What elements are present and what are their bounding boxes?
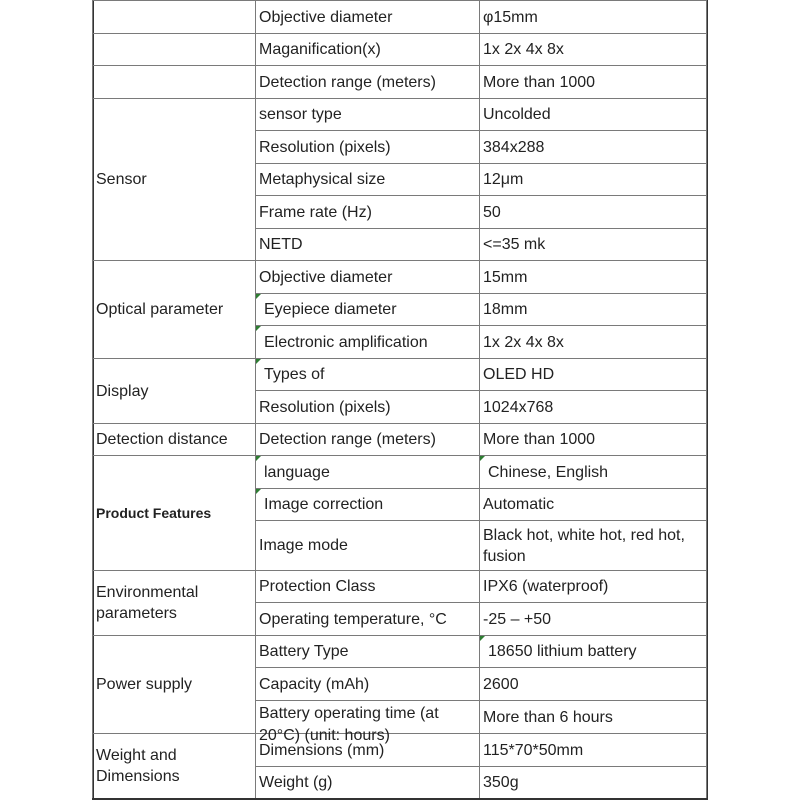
param-cell: Objective diameter [256, 261, 480, 294]
category-sensor: Sensor [93, 99, 256, 261]
value-cell: 1x 2x 4x 8x [480, 34, 707, 66]
param-cell [256, 701, 480, 744]
value-cell: 18650 lithium battery [480, 636, 707, 668]
value-cell: φ15mm [480, 1, 707, 34]
value-cell: 12μm [480, 164, 707, 196]
table-row [93, 456, 707, 489]
category-cell [93, 66, 256, 99]
param-cell: Maganification(x) [256, 34, 480, 66]
category-optical-parameter: Optical parameter [93, 261, 256, 359]
category-cell [93, 1, 256, 34]
category-power-supply: Power supply [93, 636, 256, 734]
param-cell: Frame rate (Hz) [256, 196, 480, 229]
param-cell: Battery Type [256, 636, 480, 668]
param-cell: Detection range (meters) [256, 424, 480, 456]
param-cell: Image correction [256, 489, 480, 521]
param-cell: Metaphysical size [256, 164, 480, 196]
param-cell: Dimensions (mm) [256, 734, 480, 767]
table-row [93, 424, 707, 456]
value-cell: <=35 mk [480, 229, 707, 261]
category-detection-distance: Detection distance [93, 424, 256, 456]
value-cell: 18mm [480, 294, 707, 326]
param-cell: Eyepiece diameter [256, 294, 480, 326]
table-row [93, 636, 707, 668]
category-cell [93, 34, 256, 66]
value-cell: 15mm [480, 261, 707, 294]
value-cell: 1024x768 [480, 391, 707, 424]
table-row [93, 34, 707, 66]
value-cell: Chinese, English [480, 456, 707, 489]
value-cell: 50 [480, 196, 707, 229]
table-row [93, 571, 707, 603]
param-cell: language [256, 456, 480, 489]
battery-time-text: Battery operating time (at 20°C) (unit: hours) [259, 705, 439, 744]
value-cell: 115*70*50mm [480, 734, 707, 767]
category-environmental-parameters: Environmental parameters [93, 571, 256, 636]
param-cell: Operating temperature, °C [256, 603, 480, 636]
param-cell: Image mode [256, 521, 480, 571]
value-cell: 1x 2x 4x 8x [480, 326, 707, 359]
param-cell: Weight (g) [256, 767, 480, 799]
value-cell: -25 – +50 [480, 603, 707, 636]
value-cell: IPX6 (waterproof) [480, 571, 707, 603]
value-cell: 2600 [480, 668, 707, 701]
param-cell: Capacity (mAh) [256, 668, 480, 701]
param-cell: Detection range (meters) [256, 66, 480, 99]
value-cell: More than 1000 [480, 424, 707, 456]
spec-table [92, 0, 707, 799]
value-cell: More than 6 hours [480, 701, 707, 734]
param-cell: Protection Class [256, 571, 480, 603]
category-display: Display [93, 359, 256, 424]
param-cell: Types of [256, 359, 480, 391]
category-product-features: Product Features [93, 456, 256, 571]
value-cell: Black hot, white hot, red hot, fusion [480, 521, 707, 571]
param-cell: NETD [256, 229, 480, 261]
param-cell: Electronic amplification [256, 326, 480, 359]
table-row [93, 261, 707, 294]
param-cell: Objective diameter [256, 1, 480, 34]
value-cell: Uncolded [480, 99, 707, 131]
table-row [93, 1, 707, 34]
table-row [93, 359, 707, 391]
category-weight-dimensions: Weight and Dimensions [93, 734, 256, 799]
table-row [93, 99, 707, 131]
value-cell: 350g [480, 767, 707, 799]
value-cell: More than 1000 [480, 66, 707, 99]
param-cell: sensor type [256, 99, 480, 131]
value-cell: 384x288 [480, 131, 707, 164]
table-row [93, 734, 707, 767]
param-cell: Resolution (pixels) [256, 131, 480, 164]
value-cell: Automatic [480, 489, 707, 521]
value-cell: OLED HD [480, 359, 707, 391]
table-row [93, 66, 707, 99]
param-cell: Resolution (pixels) [256, 391, 480, 424]
